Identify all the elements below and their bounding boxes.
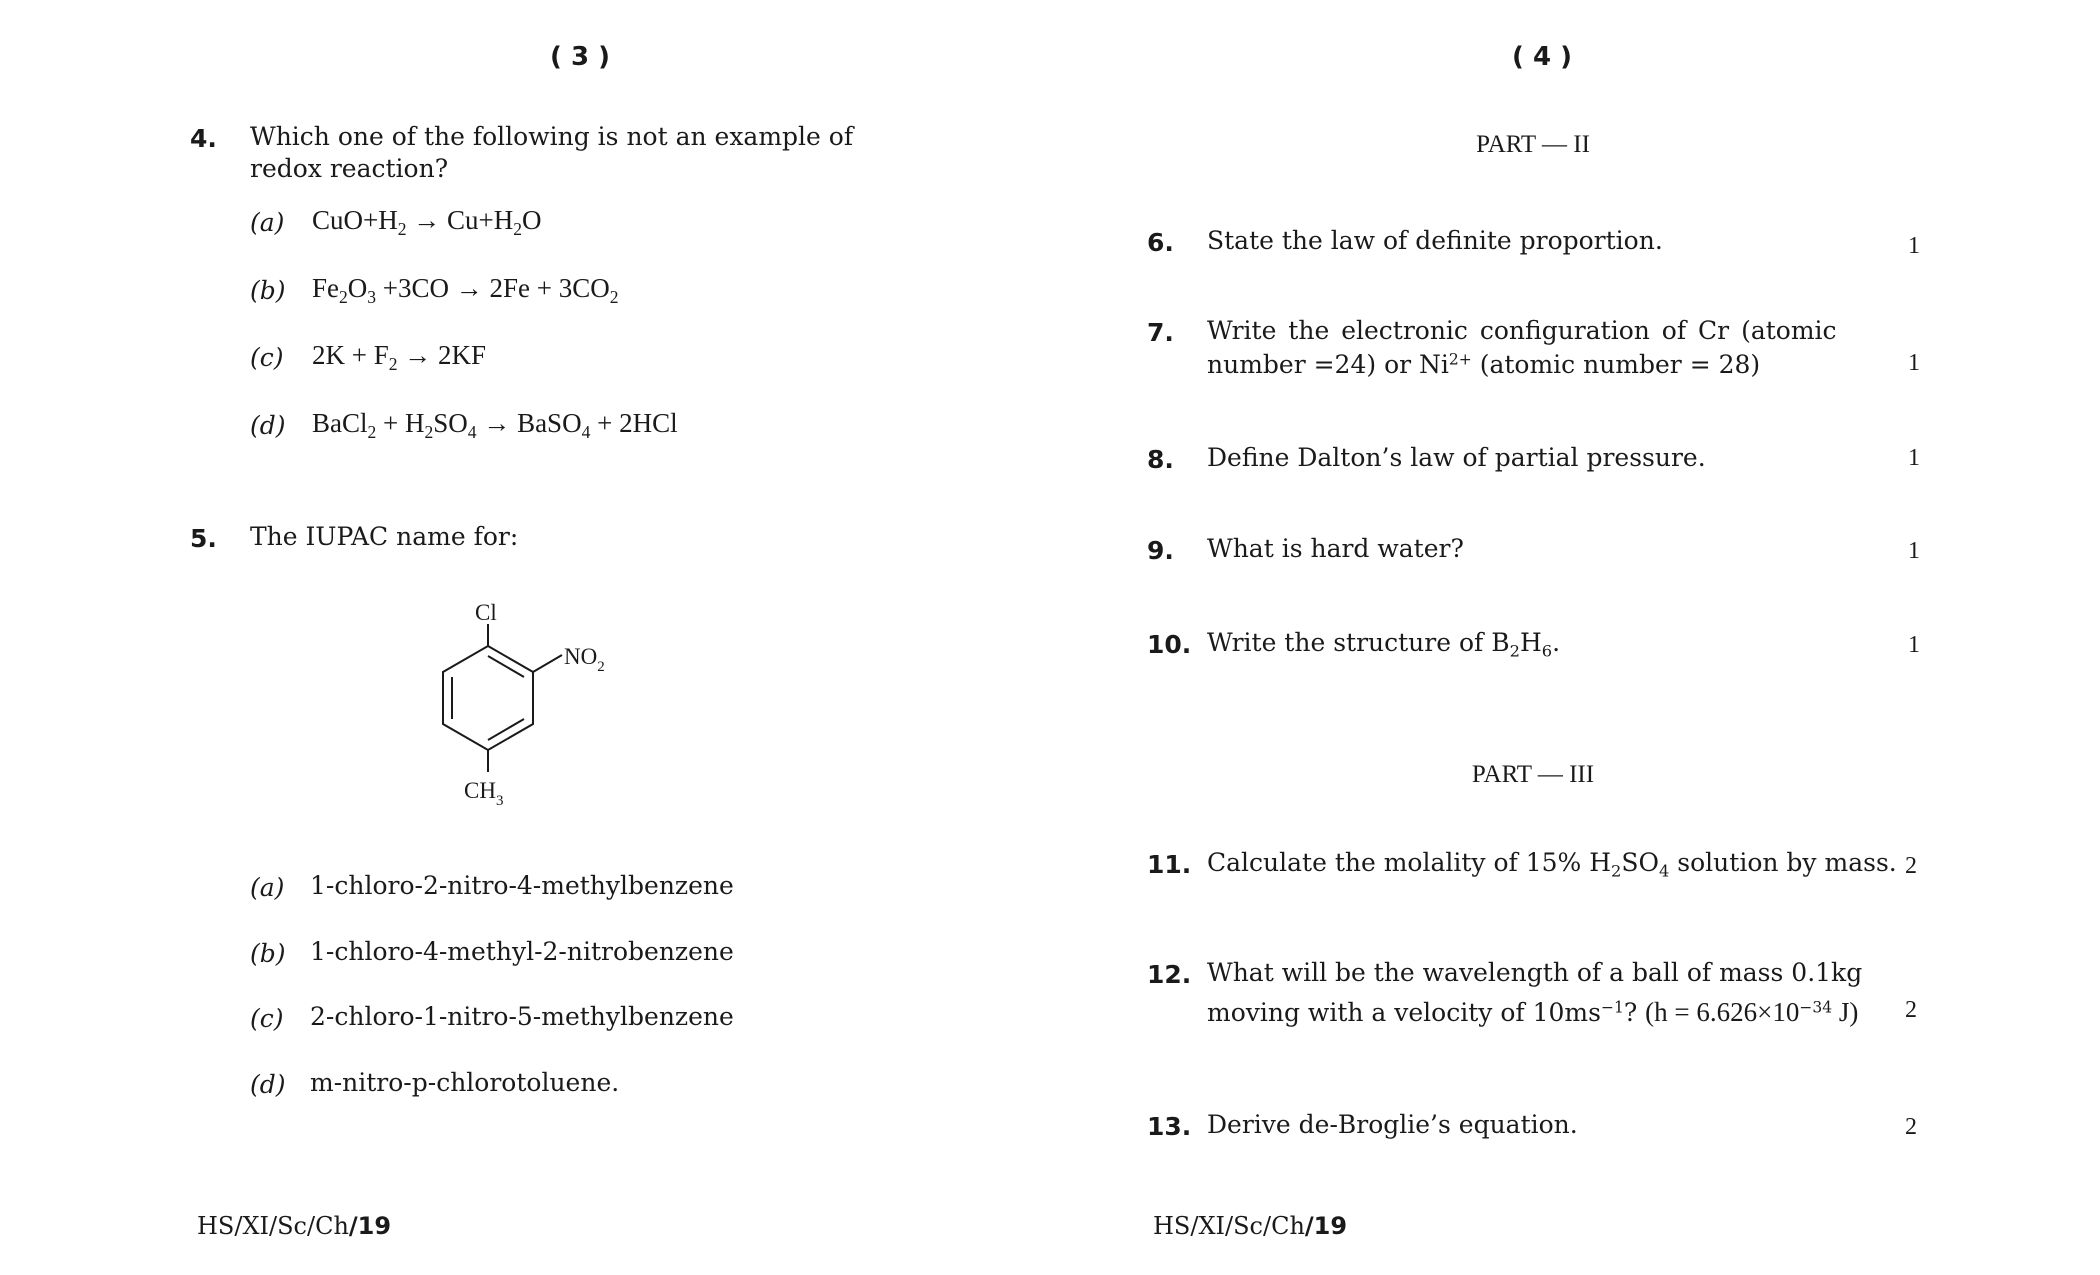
question-7-marks: 1	[1908, 350, 1920, 376]
question-4-number: 4.	[190, 124, 217, 153]
question-10-text: Write the structure of $B_2H_6$.	[1207, 628, 1561, 661]
q5-option-b-text: 1-chloro-4-methyl-2-nitrobenzene	[310, 937, 734, 966]
page-number-right: ( 4 )	[1512, 42, 1572, 72]
question-9-text: What is hard water?	[1207, 534, 1464, 563]
q4-option-b-equation: $Fe_2O_3 +3CO \to 2Fe + 3CO_2$	[312, 273, 619, 308]
question-10-marks: 1	[1908, 632, 1920, 658]
question-6-text: State the law of definite proportion.	[1207, 226, 1663, 255]
question-7-line-2: number =24) or $Ni^{2+}$ (atomic number = 28)	[1207, 350, 1761, 379]
q5-option-a-text: 1-chloro-2-nitro-4-methylbenzene	[310, 871, 734, 900]
label-no2: $NO_2$	[564, 644, 605, 675]
question-6-marks: 1	[1908, 233, 1920, 259]
benzene-ring	[443, 646, 533, 750]
page-number-left: ( 3 )	[550, 42, 610, 72]
q5-option-d-label: (d)	[250, 1070, 286, 1099]
question-5-number: 5.	[190, 524, 217, 553]
q5-option-c-label: (c)	[250, 1004, 284, 1033]
question-4-text: Which one of the following is not an example of redox reaction?	[250, 122, 854, 183]
q5-option-a-label: (a)	[250, 873, 285, 902]
footer-left-number: /19	[348, 1212, 392, 1240]
q4-option-c-equation: $2K + F_2 \to 2KF$	[312, 340, 487, 375]
double-bond-1	[488, 656, 524, 677]
double-bond-2	[488, 719, 524, 740]
chemical-structure-diagram	[410, 600, 650, 820]
q4-option-a-label: (a)	[250, 208, 285, 237]
question-5-text: The IUPAC name for:	[250, 522, 519, 551]
footer-left-code: HS/XI/Sc/Ch	[197, 1212, 349, 1240]
label-ch3: $CH_3$	[464, 778, 504, 809]
footer-right-code: HS/XI/Sc/Ch	[1153, 1212, 1305, 1240]
question-13-text: Derive de-Broglie’s equation.	[1207, 1110, 1578, 1139]
question-13-number: 13.	[1147, 1112, 1192, 1141]
footer-left	[197, 1212, 391, 1240]
question-6-number: 6.	[1147, 228, 1174, 257]
question-12-number: 12.	[1147, 960, 1192, 989]
question-13-marks: 2	[1905, 1114, 1917, 1140]
question-8-marks: 1	[1908, 445, 1920, 471]
question-11-marks: 2	[1905, 853, 1917, 879]
q5-option-d-text: m-nitro-p-chlorotoluene.	[310, 1068, 620, 1097]
q4-option-d-equation: BaCl$_2$ + $H_2SO_4$ → BaSO$_4$ + 2HCl	[312, 408, 678, 443]
label-cl: Cl	[475, 600, 497, 625]
q4-option-c-label: (c)	[250, 343, 284, 372]
part-3-heading: PART — III	[1471, 761, 1595, 788]
question-8-text: Define Dalton’s law of partial pressure.	[1207, 443, 1706, 472]
part-2-heading: PART — II	[1476, 131, 1590, 158]
question-7-number: 7.	[1147, 318, 1174, 347]
q4-option-b-label: (b)	[250, 276, 286, 305]
question-9-number: 9.	[1147, 536, 1174, 565]
bond-no2	[533, 655, 562, 672]
question-8-number: 8.	[1147, 445, 1174, 474]
question-12-marks: 2	[1905, 997, 1917, 1023]
question-12-line-1: What will be the wavelength of a ball of mass 0.1kg	[1207, 958, 1863, 987]
q4-option-d-label: (d)	[250, 411, 286, 440]
footer-right	[1153, 1212, 1347, 1240]
question-10-number: 10.	[1147, 630, 1192, 659]
question-9-marks: 1	[1908, 538, 1920, 564]
footer-right-number: /19	[1304, 1212, 1348, 1240]
q5-option-b-label: (b)	[250, 939, 286, 968]
question-7-line-1: Write the electronic configuration of Cr (atomic	[1207, 316, 1837, 345]
q5-option-c-text: 2-chloro-1-nitro-5-methylbenzene	[310, 1002, 734, 1031]
q4-option-a-equation: $CuO+H_2 \to Cu+H_2O$	[312, 205, 542, 240]
question-11-text: Calculate the molality of 15% $H_2SO_4$ solution by mass.	[1207, 848, 1897, 881]
question-12-line-2: moving with a velocity of $10ms^{-1}$? ($h = 6.626\times 10^{-34}$ J)	[1207, 997, 1859, 1027]
question-11-number: 11.	[1147, 850, 1192, 879]
